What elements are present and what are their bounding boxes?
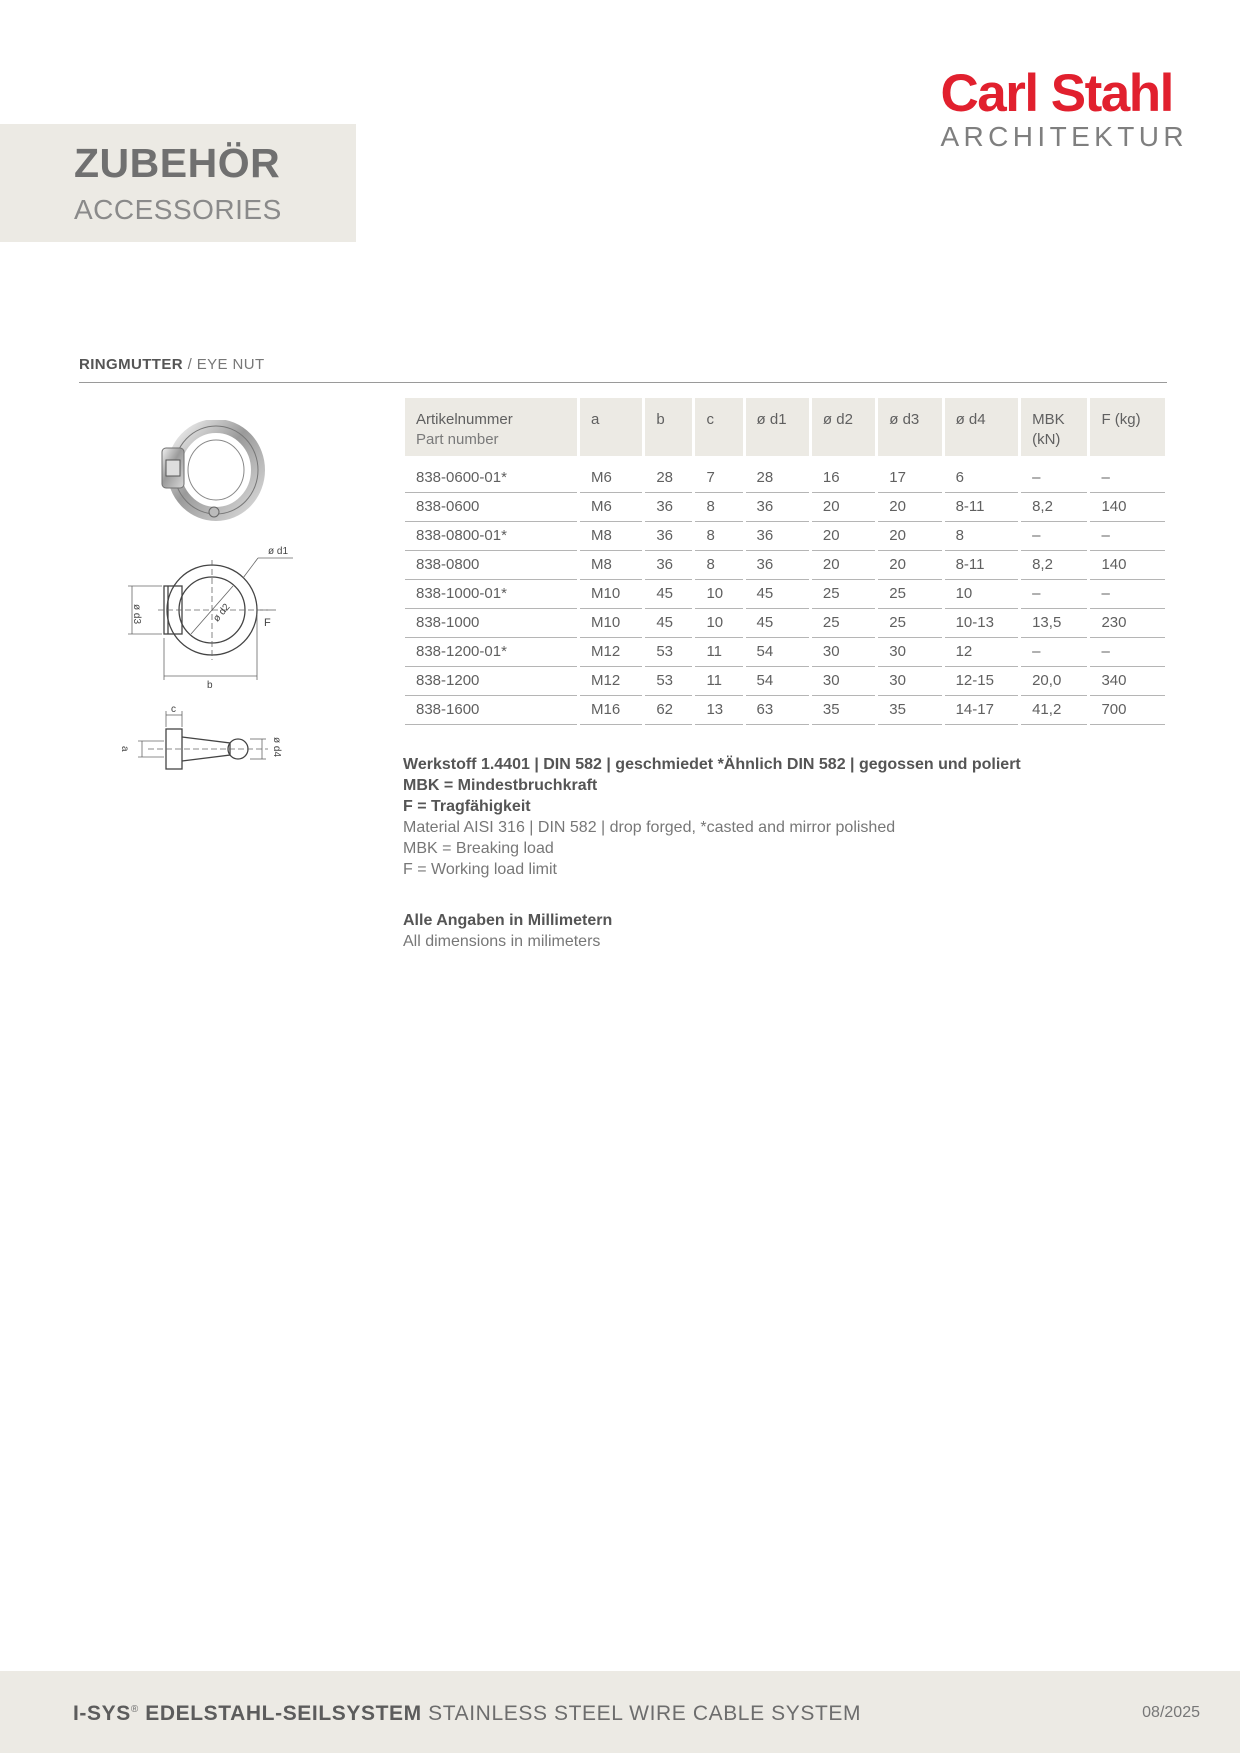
table-cell: – (1090, 456, 1165, 493)
label-d2: ø d2 (211, 601, 233, 625)
table-cell: 36 (746, 522, 809, 551)
units-de: Alle Angaben in Millimetern (403, 912, 613, 929)
table-cell: 14-17 (945, 696, 1019, 725)
table-cell: 17 (878, 456, 941, 493)
note-en-mbk: MBK = Breaking load (403, 840, 554, 857)
table-cell: 30 (878, 667, 941, 696)
label-F: F (264, 617, 271, 629)
col-d1: ø d1 (746, 398, 809, 456)
table-row (405, 638, 1165, 667)
note-de-f: F = Tragfähigkeit (403, 798, 531, 815)
label-d3: ø d3 (131, 604, 142, 625)
table-cell: 10 (695, 580, 742, 609)
section-title-de: RINGMUTTER (79, 356, 183, 373)
table-cell: M8 (580, 551, 642, 580)
header-label: Artikelnummer (416, 411, 513, 428)
table-cell: 30 (812, 667, 875, 696)
col-a: a (580, 398, 642, 456)
table-cell: 10 (695, 609, 742, 638)
table-cell: 140 (1090, 493, 1165, 522)
table-cell: 36 (645, 522, 692, 551)
col-d2: ø d2 (812, 398, 875, 456)
col-c: c (695, 398, 742, 456)
note-en-material: Material AISI 316 | DIN 582 | drop forged, *casted and mirror polished (403, 819, 896, 836)
header-sublabel: (kN) (1032, 431, 1061, 448)
table-cell: – (1021, 580, 1087, 609)
table-row (405, 667, 1165, 696)
eye-nut-photo (150, 420, 270, 530)
table-cell: 54 (746, 638, 809, 667)
table-cell: 8-11 (945, 551, 1019, 580)
table-cell: – (1090, 580, 1165, 609)
table-cell: 25 (812, 609, 875, 638)
table-row (405, 522, 1165, 551)
table-cell: 8 (695, 551, 742, 580)
table-cell: 13,5 (1021, 609, 1087, 638)
units-en: All dimensions in milimeters (403, 933, 601, 950)
table-cell: 25 (812, 580, 875, 609)
table-cell: 838-0800 (405, 551, 577, 580)
table-cell: 45 (645, 580, 692, 609)
table-cell: 25 (878, 609, 941, 638)
col-d4: ø d4 (945, 398, 1019, 456)
table-cell: M10 (580, 580, 642, 609)
table-cell: M12 (580, 638, 642, 667)
table-cell: 10-13 (945, 609, 1019, 638)
table-cell: 35 (878, 696, 941, 725)
table-cell: 340 (1090, 667, 1165, 696)
brand-logo (940, 66, 1188, 152)
table-cell: 7 (695, 456, 742, 493)
table-cell: 20 (812, 522, 875, 551)
table-cell: 838-1000-01* (405, 580, 577, 609)
table-cell: 30 (878, 638, 941, 667)
table-cell: 11 (695, 667, 742, 696)
table-header-row (405, 398, 1165, 456)
table-cell: 838-1200 (405, 667, 577, 696)
table-cell: 838-0600-01* (405, 456, 577, 493)
table-cell: 63 (746, 696, 809, 725)
table-cell: 838-0600 (405, 493, 577, 522)
table-cell: 6 (945, 456, 1019, 493)
table-cell: M16 (580, 696, 642, 725)
table-cell: 838-1000 (405, 609, 577, 638)
table-cell: 20,0 (1021, 667, 1087, 696)
table-cell: M6 (580, 493, 642, 522)
table-cell: 8,2 (1021, 493, 1087, 522)
table-cell: 700 (1090, 696, 1165, 725)
table-cell: 36 (645, 551, 692, 580)
col-artikelnummer (405, 398, 577, 456)
table-cell: 62 (645, 696, 692, 725)
table-cell: 36 (645, 493, 692, 522)
table-cell: 838-1200-01* (405, 638, 577, 667)
table-cell: 28 (645, 456, 692, 493)
table-row (405, 609, 1165, 638)
spec-table (402, 398, 1168, 725)
table-cell: – (1090, 638, 1165, 667)
table-cell: – (1021, 638, 1087, 667)
table-cell: – (1090, 522, 1165, 551)
table-cell: 36 (746, 551, 809, 580)
table-cell: – (1021, 456, 1087, 493)
table-cell: 838-1600 (405, 696, 577, 725)
table-cell: 8-11 (945, 493, 1019, 522)
table-cell: 13 (695, 696, 742, 725)
footer-title-de: EDELSTAHL-SEILSYSTEM (138, 1702, 422, 1725)
label-d4: ø d4 (271, 737, 282, 758)
col-f: F (kg) (1090, 398, 1165, 456)
table-cell: 12 (945, 638, 1019, 667)
table-cell: 20 (878, 551, 941, 580)
section-divider (79, 382, 1167, 383)
table-cell: 838-0800-01* (405, 522, 577, 551)
table-cell: 10 (945, 580, 1019, 609)
table-row (405, 493, 1165, 522)
section-title-separator: / (183, 356, 197, 373)
table-cell: 45 (746, 580, 809, 609)
label-a: a (119, 746, 130, 752)
table-cell: 8 (695, 493, 742, 522)
logo-subtitle: ARCHITEKTUR (940, 121, 1188, 152)
header-sublabel: Part number (416, 431, 499, 448)
table-cell: M10 (580, 609, 642, 638)
table-cell: 45 (746, 609, 809, 638)
note-de-material: Werkstoff 1.4401 | DIN 582 | geschmiedet *Ähnlich DIN 582 | gegossen und poliert (403, 756, 1021, 773)
table-cell: M12 (580, 667, 642, 696)
table-cell: 25 (878, 580, 941, 609)
table-cell: 8 (695, 522, 742, 551)
table-cell: 20 (878, 493, 941, 522)
table-cell: M6 (580, 456, 642, 493)
table-cell: 8 (945, 522, 1019, 551)
table-cell: 20 (812, 493, 875, 522)
section-title-en: EYE NUT (196, 356, 265, 373)
table-cell: 45 (645, 609, 692, 638)
label-d1: ø d1 (268, 546, 289, 557)
footer-title-en: STAINLESS STEEL WIRE CABLE SYSTEM (421, 1702, 862, 1725)
registered-mark: ® (130, 1704, 139, 1715)
table-cell: 8,2 (1021, 551, 1087, 580)
table-row (405, 456, 1165, 493)
footer-title (73, 1702, 861, 1726)
section-title (79, 356, 265, 373)
material-notes (403, 754, 1021, 880)
page-subtitle: ACCESSORIES (74, 194, 282, 225)
table-cell: 30 (812, 638, 875, 667)
eye-nut-side-drawing (118, 705, 298, 785)
table-cell: 140 (1090, 551, 1165, 580)
logo-name: Carl Stahl (940, 64, 1173, 123)
table-cell: 230 (1090, 609, 1165, 638)
units-note (403, 910, 612, 952)
table-cell: – (1021, 522, 1087, 551)
footer-date: 08/2025 (1142, 1704, 1200, 1721)
table-cell: 16 (812, 456, 875, 493)
table-cell: M8 (580, 522, 642, 551)
table-cell: 12-15 (945, 667, 1019, 696)
label-c: c (171, 705, 176, 715)
table-cell: 20 (878, 522, 941, 551)
col-d3: ø d3 (878, 398, 941, 456)
footer-brand: I-SYS (73, 1702, 131, 1725)
table-row (405, 551, 1165, 580)
header-label: MBK (1032, 411, 1065, 428)
table-cell: 54 (746, 667, 809, 696)
table-cell: 11 (695, 638, 742, 667)
note-de-mbk: MBK = Mindestbruchkraft (403, 777, 598, 794)
table-cell: 28 (746, 456, 809, 493)
page-title: ZUBEHÖR (74, 140, 281, 186)
table-cell: 41,2 (1021, 696, 1087, 725)
col-b: b (645, 398, 692, 456)
table-row (405, 696, 1165, 725)
table-cell: 36 (746, 493, 809, 522)
label-b: b (207, 680, 213, 690)
eye-nut-front-drawing (118, 540, 298, 690)
table-cell: 20 (812, 551, 875, 580)
table-cell: 35 (812, 696, 875, 725)
table-cell: 53 (645, 667, 692, 696)
note-en-f: F = Working load limit (403, 861, 557, 878)
table-cell: 53 (645, 638, 692, 667)
col-mbk (1021, 398, 1087, 456)
table-row (405, 580, 1165, 609)
